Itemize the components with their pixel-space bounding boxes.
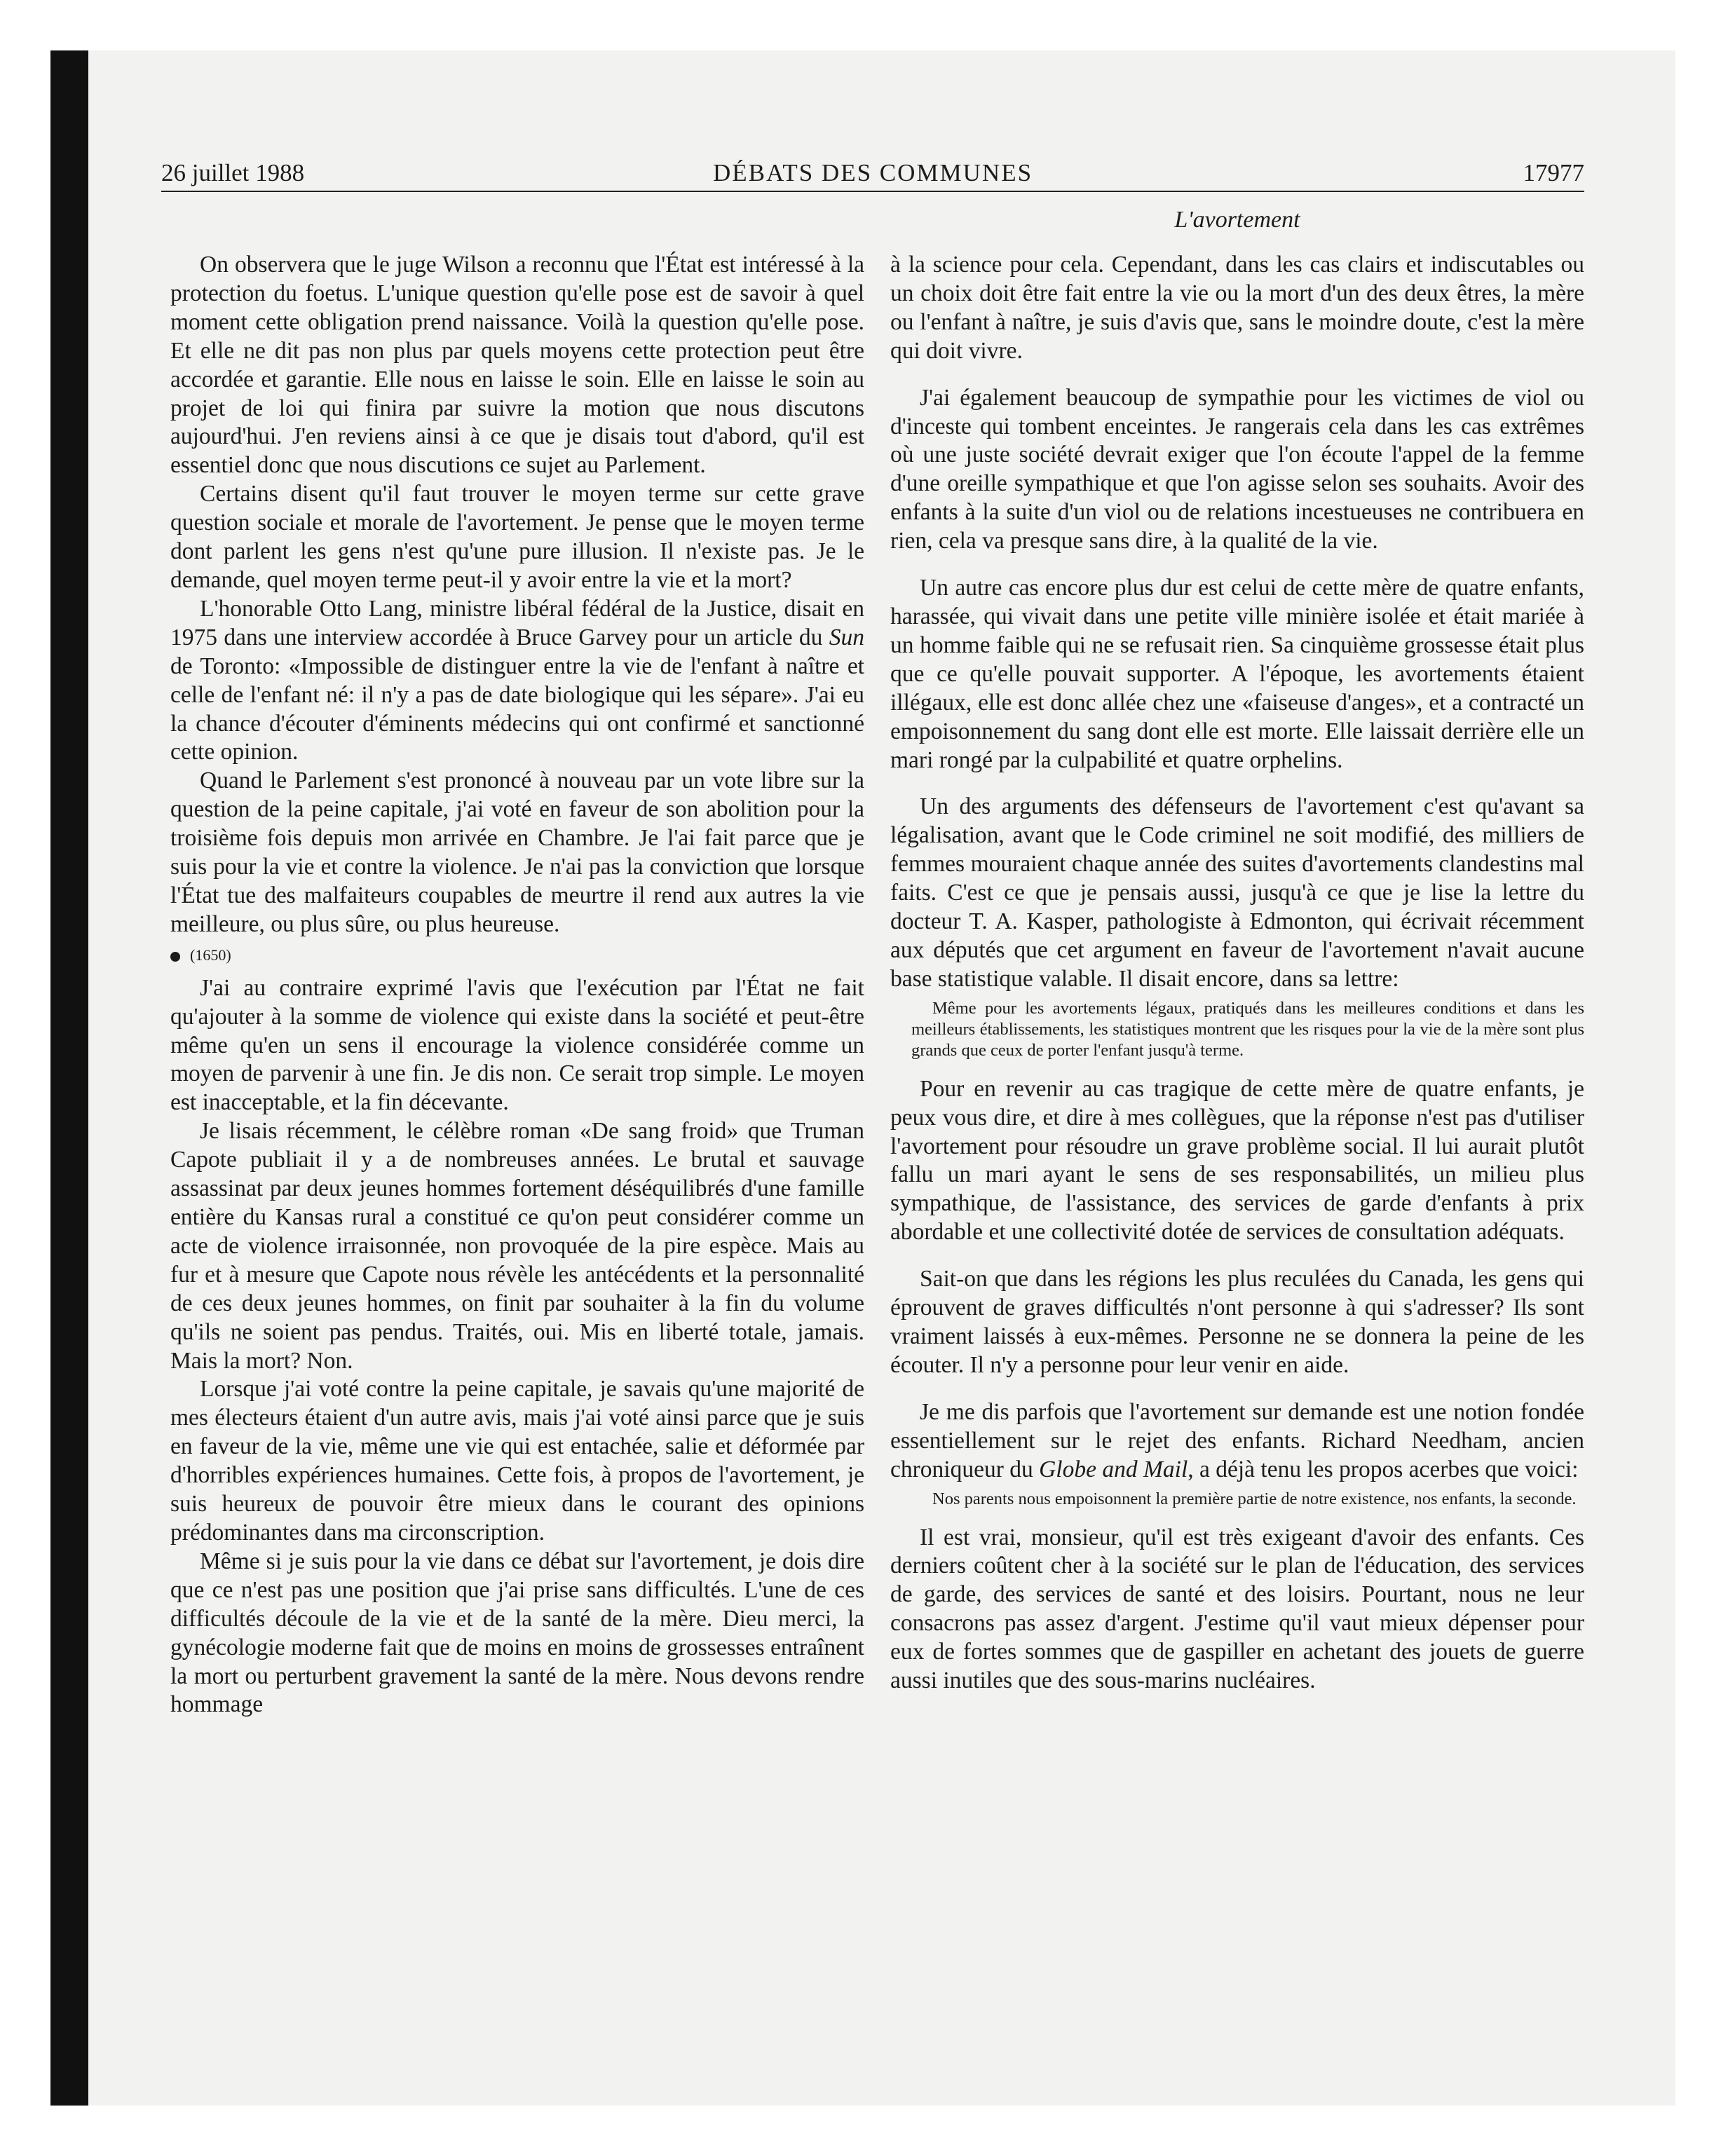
header-rule (161, 191, 1584, 192)
paragraph: Sait-on que dans les régions les plus reculées du Canada, les gens qui éprouvent de graves difficultés n'ont personne à qui s'adresser? Ils sont vraiment laissés à eux-mêmes. Personne ne se donnera la peine de les écouter. Il n'y a personne pour leur venir en aide. (890, 1266, 1584, 1378)
paragraph: J'ai également beaucoup de sympathie pour les victimes de viol ou d'inceste qui tombent enceintes. Je rangerais cela dans les cas extrêmes où une juste société devrait exiger que l'on écoute l'appel de la femme d'une oreille sympathique et que l'on agisse selon ses souhaits. Avoir des enfants à la suite d'un viol ou de relations incestueuses ne contribuera en rien, cela va presque sans dire, à la qualité de la vie. (890, 384, 1584, 554)
paragraph (890, 1398, 1584, 1485)
left-column (170, 251, 864, 1719)
newspaper-title: Sun (829, 624, 864, 650)
paragraph-text: de Toronto: «Impossible de distinguer entre la vie de l'enfant à naître et celle de l'enfant né: il n'y a pas de date biologique qui les sépare». J'ai eu la chance d'écouter d'éminents médecins qui ont confirmé et sanctionné cette opinion. (170, 653, 864, 765)
bullet-icon (170, 952, 180, 962)
paragraph: Quand le Parlement s'est prononcé à nouveau par un vote libre sur la question de la peine capitale, j'ai voté en faveur de son abolition pour la troisième fois depuis mon arrivée en Chambre. Je l'ai fait parce que je suis pour la vie et contre la violence. Je n'ai pas la conviction que lorsque l'État tue des malfaiteurs coupables de meurtre il rend aux autres la vie meilleure, ou plus sûre, ou plus heureuse. (170, 767, 864, 937)
quote-text: Même pour les avortements légaux, pratiqués dans les meilleures conditions et dans les meilleurs établissements, les statistiques montrent que les risques pour la vie de la mère sont plus grands que ceux de porter l'enfant jusqu'à terme. (911, 998, 1584, 1060)
paragraph: Même si je suis pour la vie dans ce débat sur l'avortement, je dois dire que ce n'est pas une position que j'ai prise sans difficultés. L'une de ces difficultés découle de la vie et de la santé de la mère. Dieu merci, la gynécologie moderne fait que de moins en moins de grossesses entraînent la mort ou perturbent gravement la santé de la mère. Nous devons rendre hommage (170, 1548, 864, 1718)
paragraph: Il est vrai, monsieur, qu'il est très exigeant d'avoir des enfants. Ces derniers coûtent cher à la société sur le plan de l'éducation, des services de garde, des services de santé et des loisirs. Pourtant, nous ne leur consacrons pas assez d'argent. J'estime qu'il vaut mieux dépenser pour eux de fortes sommes que de gaspiller en achetant des jouets de guerre aussi inutiles que des sous-marins nucléaires. (890, 1524, 1584, 1694)
paragraph: à la science pour cela. Cependant, dans les cas clairs et indiscutables ou un choix doit être fait entre la vie ou la mort d'un des deux êtres, la mère ou l'enfant à naître, je suis d'avis que, sans le moindre doute, c'est la mère qui doit vivre. (890, 252, 1584, 364)
subject-heading: L'avortement (1174, 207, 1300, 233)
paragraph: Pour en revenir au cas tragique de cette mère de quatre enfants, je peux vous dire, et dire à mes collègues, que la réponse n'est pas d'utiliser l'avortement pour résoudre un grave problème social. Il lui aurait plutôt fallu un mari ayant le sens de ses responsabilités, un milieu plus sympathique, de l'assistance, des services de garde d'enfants à prix abordable et une collectivité dotée de services de consultation adéquats. (890, 1075, 1584, 1246)
block-quote (911, 998, 1584, 1061)
time-marker (170, 943, 864, 967)
paragraph: Lorsque j'ai voté contre la peine capitale, je savais qu'une majorité de mes électeurs étaient d'un autre avis, mais j'ai voté ainsi parce que je suis en faveur de la vie, même une vie qui est entachée, salie et déformée par d'horribles expériences humaines. Cette fois, à propos de l'avortement, je suis heureux de pouvoir être mieux dans le courant des opinions prédominantes dans ma circonscription. (170, 1376, 864, 1546)
scan-edge-bar (50, 50, 88, 2106)
paragraph: On observera que le juge Wilson a reconnu que l'État est intéressé à la protection du foetus. L'unique question qu'elle pose est de savoir à quel moment cette obligation prend naissance. Voilà la question qu'elle pose. Et elle ne dit pas non plus par quels moyens cette protection peut être accordée et garantie. Elle nous en laisse le soin. Elle en laisse le soin au projet de loi qui finira par suivre la motion que nous discutons aujourd'hui. J'en reviens ainsi à ce que je disais tout d'abord, qu'il est essentiel donc que nous discutions ce sujet au Parlement. (170, 252, 864, 479)
header-title: DÉBATS DES COMMUNES (712, 159, 1033, 186)
paragraph: J'ai au contraire exprimé l'avis que l'exécution par l'État ne fait qu'ajouter à la somme de violence qui existe dans la société et peut-être même qu'en un sens il encourage la violence considérée comme un moyen de parvenir à une fin. Je dis non. Ce serait trop simple. Le moyen est inacceptable, et la fin décevante. (170, 974, 864, 1116)
paragraph (170, 595, 864, 767)
header-date: 26 juillet 1988 (161, 159, 305, 186)
right-column (890, 251, 1584, 1696)
time-marker-text: (1650) (190, 946, 231, 964)
newspaper-title: Globe and Mail (1039, 1456, 1188, 1482)
paragraph: Je lisais récemment, le célèbre roman «De sang froid» que Truman Capote publiait il y a de nombreuses années. Le brutal et sauvage assassinat par deux jeunes hommes fortement déséquilibrés d'une famille entière du Kansas rural a constitué ce qu'on peut considérer comme un acte de violence irraisonnée, non provoquée de la pire espèce. Mais au fur et à mesure que Capote nous révèle les antécédents et la personnalité de ces deux jeunes hommes, on finit par souhaiter à la fin du volume qu'ils ne soient pas pendus. Traités, oui. Mis en liberté totale, jamais. Mais la mort? Non. (170, 1118, 864, 1374)
block-quote (911, 1489, 1584, 1510)
page-header (161, 156, 1584, 191)
paragraph-text: , a déjà tenu les propos acerbes que voici: (1188, 1456, 1579, 1482)
paragraph: Certains disent qu'il faut trouver le moyen terme sur cette grave question sociale et morale de l'avortement. Je pense que le moyen terme dont parlent les gens n'est qu'une pure illusion. Il n'existe pas. Je le demande, quel moyen terme peut-il y avoir entre la vie et la mort? (170, 481, 864, 593)
paragraph-text: Je me dis parfois que l'avortement sur demande est une notion fondée essentiellement sur le rejet des enfants. Richard Needham, ancien chroniqueur du (890, 1398, 1584, 1482)
paragraph: Un des arguments des défenseurs de l'avortement c'est qu'avant sa légalisation, avant que le Code criminel ne soit modifié, des milliers de femmes mouraient chaque année des suites d'avortements clandestins mal faits. C'est ce que je pensais aussi, jusqu'à ce que je lise la lettre du docteur T. A. Kasper, pathologiste à Edmonton, qui écrivait récemment aux députés que cet argument en faveur de l'avortement n'avait aucune base statistique valable. Il disait encore, dans sa lettre: (890, 793, 1584, 992)
paragraph: Un autre cas encore plus dur est celui de cette mère de quatre enfants, harassée, qui vivait dans une petite ville minière isolée et était mariée à un homme faible qui ne se refusait rien. Sa cinquième grossesse était plus que ce qu'elle pouvait supporter. A l'époque, les avortements étaient illégaux, elle est donc allée chez une «faiseuse d'anges», et a contracté un empoisonnement du sang dont elle est morte. Elle laissait derrière elle un mari rongé par la culpabilité et quatre orphelins. (890, 575, 1584, 773)
paragraph-text: L'honorable Otto Lang, ministre libéral fédéral de la Justice, disait en 1975 dans une interview accordée à Bruce Garvey pour un article du (170, 595, 864, 650)
quote-text: Nos parents nous empoisonnent la première partie de notre existence, nos enfants, la seconde. (932, 1489, 1577, 1508)
header-page-number: 17977 (1523, 159, 1584, 186)
